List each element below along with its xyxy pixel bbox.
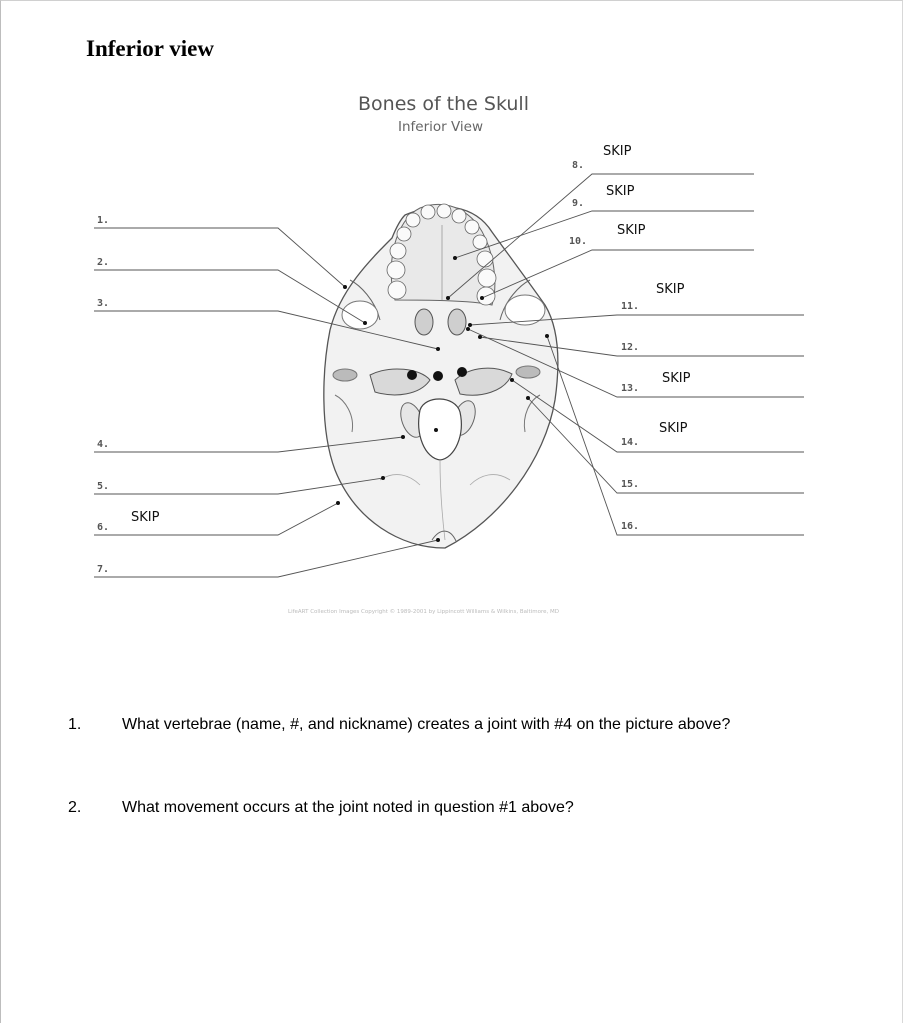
figure-title: Bones of the Skull <box>358 93 529 115</box>
label-13: 13. <box>621 383 640 394</box>
skip-note-9: SKIP <box>606 184 635 199</box>
label-6: 6. <box>97 522 110 533</box>
question-2-number: 2. <box>68 799 82 816</box>
skip-note-14: SKIP <box>659 421 688 436</box>
label-8: 8. <box>572 160 585 171</box>
label-11: 11. <box>621 301 640 312</box>
skip-note-8: SKIP <box>603 144 632 159</box>
label-9: 9. <box>572 198 585 209</box>
label-5: 5. <box>97 481 110 492</box>
skip-note-11: SKIP <box>656 282 685 297</box>
figure-subtitle: Inferior View <box>398 119 484 135</box>
question-1-number: 1. <box>68 716 82 733</box>
figure-copyright: LifeART Collection Images Copyright © 1989-2001 by Lippincott Williams & Wilkins, Baltimore, MD <box>288 609 559 615</box>
label-1: 1. <box>97 215 110 226</box>
label-10: 10. <box>569 236 588 247</box>
label-4: 4. <box>97 439 110 450</box>
label-15: 15. <box>621 479 640 490</box>
label-3: 3. <box>97 298 110 309</box>
skip-note-10: SKIP <box>617 223 646 238</box>
question-2-text: What movement occurs at the joint noted in question #1 above? <box>122 799 574 816</box>
label-2: 2. <box>97 257 110 268</box>
skip-note-6: SKIP <box>131 510 160 525</box>
label-14: 14. <box>621 437 640 448</box>
skip-note-13: SKIP <box>662 371 691 386</box>
label-7: 7. <box>97 564 110 575</box>
label-12: 12. <box>621 342 640 353</box>
question-1-text: What vertebrae (name, #, and nickname) creates a joint with #4 on the picture above? <box>122 716 731 733</box>
label-16: 16. <box>621 521 640 532</box>
page-title: Inferior view <box>86 36 214 61</box>
